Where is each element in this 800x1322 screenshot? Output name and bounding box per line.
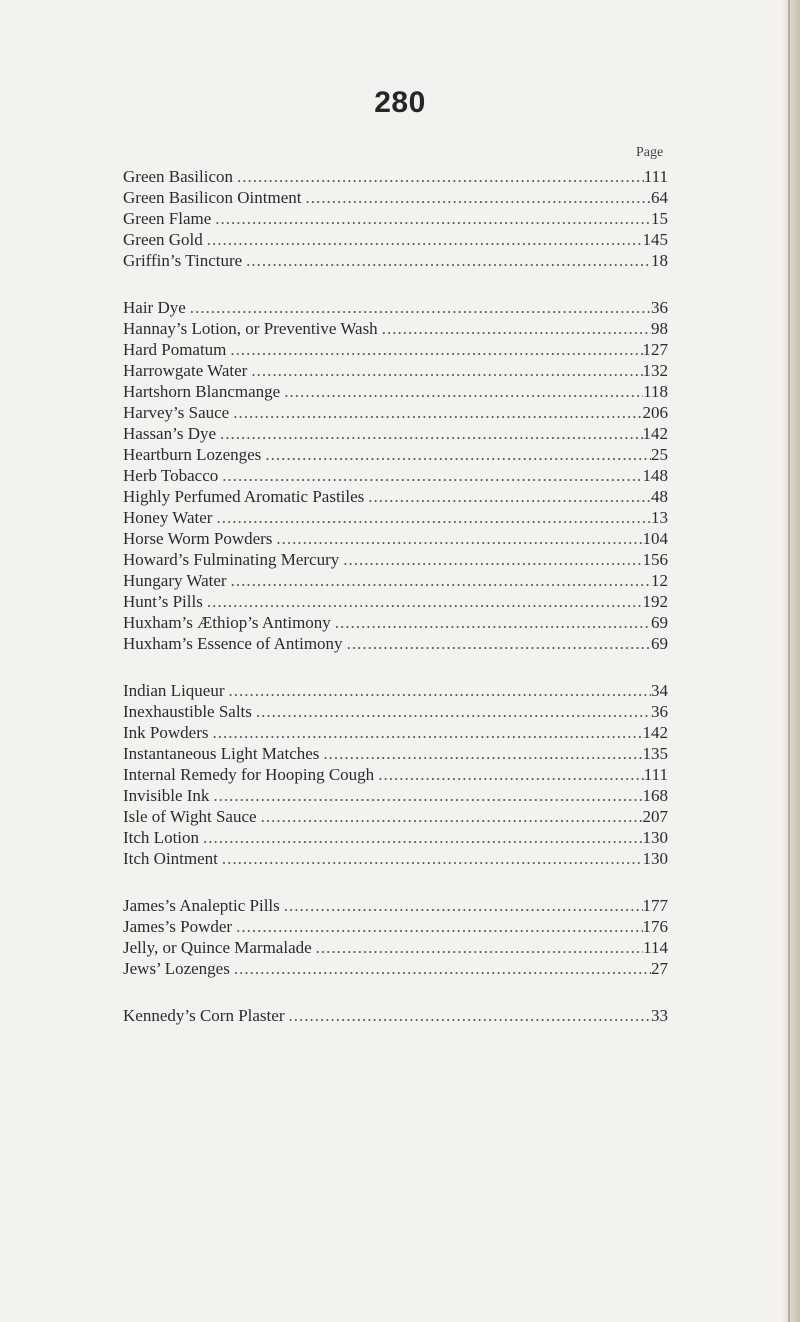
entry-page-number: 148	[642, 466, 668, 485]
dot-leader	[261, 445, 651, 465]
dot-leader	[218, 466, 642, 486]
index-entry	[123, 723, 668, 744]
index-entry	[123, 828, 668, 849]
entry-page-number: 176	[642, 917, 668, 936]
index-entry	[123, 445, 668, 466]
dot-leader	[247, 361, 642, 381]
dot-leader	[252, 702, 651, 722]
index-entry	[123, 251, 668, 272]
entry-name: Huxham’s Æthiop’s Antimony	[123, 613, 331, 632]
entry-name: Green Basilicon	[123, 167, 233, 186]
index-section	[123, 167, 668, 272]
entry-page-number: 25	[651, 445, 668, 464]
dot-leader	[257, 807, 643, 827]
entry-name: Hard Pomatum	[123, 340, 227, 359]
index-entry	[123, 807, 668, 828]
index-entry	[123, 424, 668, 445]
index-entry	[123, 592, 668, 613]
entry-page-number: 177	[642, 896, 668, 915]
entry-page-number: 18	[651, 251, 668, 270]
dot-leader	[374, 765, 644, 785]
page-edge-line	[788, 0, 790, 1322]
dot-leader	[229, 403, 642, 423]
entry-page-number: 118	[643, 382, 668, 401]
dot-leader	[225, 681, 652, 701]
entry-name: Kennedy’s Corn Plaster	[123, 1006, 285, 1025]
entry-page-number: 98	[651, 319, 668, 338]
index-entry	[123, 702, 668, 723]
index-entry	[123, 209, 668, 230]
dot-leader	[218, 849, 643, 869]
dot-leader	[378, 319, 651, 339]
index-list	[123, 167, 668, 1027]
dot-leader	[216, 424, 642, 444]
entry-page-number: 111	[643, 765, 668, 784]
entry-page-number: 130	[642, 849, 668, 868]
index-entry	[123, 938, 668, 959]
dot-leader	[186, 298, 651, 318]
index-entry	[123, 188, 668, 209]
entry-name: Huxham’s Essence of Antimony	[123, 634, 343, 653]
index-section	[123, 681, 668, 870]
entry-name: James’s Powder	[123, 917, 233, 936]
dot-leader	[199, 828, 642, 848]
entry-page-number: 145	[642, 230, 668, 249]
index-entry	[123, 896, 668, 917]
entry-page-number: 114	[643, 938, 668, 957]
page-edge-shadow	[782, 0, 800, 1322]
index-section	[123, 1006, 668, 1027]
index-entry	[123, 681, 668, 702]
index-entry	[123, 613, 668, 634]
index-entry	[123, 487, 668, 508]
entry-name: Harrowgate Water	[123, 361, 248, 380]
index-section	[123, 896, 668, 980]
entry-name: Itch Ointment	[123, 849, 218, 868]
entry-name: Honey Water	[123, 508, 213, 527]
dot-leader	[208, 723, 642, 743]
index-entry	[123, 319, 668, 340]
entry-name: Internal Remedy for Hooping Cough	[123, 765, 375, 784]
entry-page-number: 64	[651, 188, 668, 207]
index-entry	[123, 917, 668, 938]
dot-leader	[280, 382, 643, 402]
entry-page-number: 69	[651, 634, 668, 653]
entry-name: James’s Analeptic Pills	[123, 896, 280, 915]
dot-leader	[339, 550, 642, 570]
dot-leader	[364, 487, 651, 507]
dot-leader	[233, 167, 644, 187]
index-entry	[123, 744, 668, 765]
entry-page-number: 48	[651, 487, 668, 506]
entry-page-number: 127	[642, 340, 668, 359]
entry-name: Harvey’s Sauce	[123, 403, 230, 422]
dot-leader	[232, 917, 642, 937]
dot-leader	[211, 209, 651, 229]
dot-leader	[209, 786, 642, 806]
index-entry	[123, 786, 668, 807]
entry-name: Hunt’s Pills	[123, 592, 203, 611]
entry-page-number: 15	[651, 209, 668, 228]
index-entry	[123, 634, 668, 655]
entry-name: Griffin’s Tincture	[123, 251, 243, 270]
page-column-label: Page	[636, 145, 664, 160]
entry-page-number: 168	[642, 786, 668, 805]
dot-leader	[230, 959, 651, 979]
entry-page-number: 12	[651, 571, 668, 590]
entry-name: Indian Liqueur	[123, 681, 225, 700]
index-entry	[123, 1006, 668, 1027]
entry-page-number: 13	[651, 508, 668, 527]
dot-leader	[343, 634, 651, 654]
entry-page-number: 206	[642, 403, 668, 422]
entry-name: Isle of Wight Sauce	[123, 807, 257, 826]
entry-name: Green Gold	[123, 230, 203, 249]
dot-leader	[226, 340, 642, 360]
index-entry	[123, 230, 668, 251]
entry-name: Heartburn Lozenges	[123, 445, 262, 464]
entry-page-number: 111	[643, 167, 668, 186]
entry-page-number: 135	[642, 744, 668, 763]
dot-leader	[203, 230, 643, 250]
dot-leader	[212, 508, 651, 528]
entry-page-number: 130	[642, 828, 668, 847]
dot-leader	[284, 1006, 651, 1026]
index-entry	[123, 403, 668, 424]
entry-page-number: 27	[651, 959, 668, 978]
entry-name: Hassan’s Dye	[123, 424, 217, 443]
index-entry	[123, 765, 668, 786]
index-entry	[123, 571, 668, 592]
entry-name: Hungary Water	[123, 571, 227, 590]
index-entry	[123, 529, 668, 550]
index-section	[123, 298, 668, 655]
entry-name: Green Basilicon Ointment	[123, 188, 302, 207]
entry-page-number: 69	[651, 613, 668, 632]
entry-name: Jews’ Lozenges	[123, 959, 230, 978]
page-number: 280	[374, 86, 426, 119]
dot-leader	[227, 571, 651, 591]
index-entry	[123, 466, 668, 487]
dot-leader	[280, 896, 643, 916]
index-entry	[123, 167, 668, 188]
entry-page-number: 132	[642, 361, 668, 380]
entry-name: Inexhaustible Salts	[123, 702, 252, 721]
entry-page-number: 192	[642, 592, 668, 611]
entry-name: Itch Lotion	[123, 828, 200, 847]
entry-page-number: 207	[642, 807, 668, 826]
entry-name: Instantaneous Light Matches	[123, 744, 320, 763]
entry-page-number: 33	[651, 1006, 668, 1025]
index-entry	[123, 382, 668, 403]
dot-leader	[203, 592, 643, 612]
entry-page-number: 142	[642, 723, 668, 742]
index-entry	[123, 508, 668, 529]
dot-leader	[319, 744, 642, 764]
entry-name: Green Flame	[123, 209, 212, 228]
entry-page-number: 36	[651, 702, 668, 721]
dot-leader	[301, 188, 651, 208]
entry-page-number: 34	[651, 681, 668, 700]
dot-leader	[312, 938, 643, 958]
index-entry	[123, 361, 668, 382]
entry-name: Herb Tobacco	[123, 466, 219, 485]
entry-name: Jelly, or Quince Marmalade	[123, 938, 312, 957]
entry-name: Howard’s Fulminating Mercury	[123, 550, 340, 569]
entry-name: Ink Powders	[123, 723, 209, 742]
index-entry	[123, 849, 668, 870]
entry-name: Hartshorn Blancmange	[123, 382, 281, 401]
dot-leader	[242, 251, 651, 271]
index-entry	[123, 340, 668, 361]
entry-page-number: 142	[642, 424, 668, 443]
entry-name: Horse Worm Powders	[123, 529, 273, 548]
entry-name: Highly Perfumed Aromatic Pastiles	[123, 487, 365, 506]
entry-name: Invisible Ink	[123, 786, 210, 805]
index-entry	[123, 550, 668, 571]
entry-page-number: 36	[651, 298, 668, 317]
dot-leader	[331, 613, 651, 633]
entry-page-number: 156	[642, 550, 668, 569]
dot-leader	[272, 529, 642, 549]
entry-page-number: 104	[642, 529, 668, 548]
entry-name: Hair Dye	[123, 298, 186, 317]
index-entry	[123, 959, 668, 980]
index-entry	[123, 298, 668, 319]
entry-name: Hannay’s Lotion, or Preventive Wash	[123, 319, 378, 338]
